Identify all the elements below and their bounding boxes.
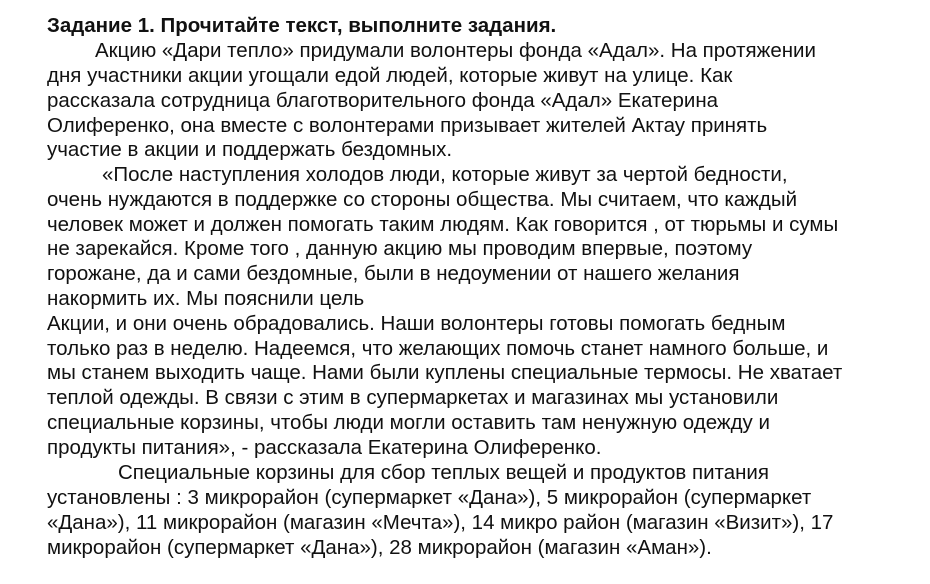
- text-line-17: продукты питания», - рассказала Екатерина Олиференко.: [47, 436, 602, 459]
- text-line-4: Олиференко, она вместе с волонтерами призывает жителей Актау принять: [47, 114, 768, 137]
- text-line-5: участие в акции и поддержать бездомных.: [47, 138, 453, 161]
- text-line-3: рассказала сотрудница благотворительного фонда «Адал» Екатерина: [47, 89, 719, 112]
- text-line-11: накормить их. Мы пояснили цель: [47, 287, 365, 310]
- text-line-8: человек может и должен помогать таким людям. Как говорится , от тюрьмы и сумы: [47, 213, 839, 236]
- text-line-1: Акцию «Дари тепло» придумали волонтеры фонда «Адал». На протяжении: [95, 39, 816, 62]
- text-line-20: «Дана»), 11 микрорайон (магазин «Мечта»), 14 микро район (магазин «Визит»), 17: [47, 511, 834, 534]
- text-line-19: установлены : 3 микрорайон (супермаркет «Дана»), 5 микрорайон (супермаркет: [47, 486, 812, 509]
- text-line-18: Специальные корзины для сбор теплых вещей и продуктов питания: [118, 461, 769, 484]
- text-line-21: микрорайон (супермаркет «Дана»), 28 микрорайон (магазин «Аман»).: [47, 536, 712, 559]
- text-line-13: только раз в неделю. Надеемся, что желающих помочь станет намного больше, и: [47, 337, 829, 360]
- text-line-2: дня участники акции угощали едой людей, которые живут на улице. Как: [47, 64, 733, 87]
- text-line-12: Акции, и они очень обрадовались. Наши волонтеры готовы помогать бедным: [47, 312, 786, 335]
- text-line-15: теплой одежды. В связи с этим в супермаркетах и магазинах мы установили: [47, 386, 779, 409]
- text-line-14: мы станем выходить чаще. Нами были куплены специальные термосы. Не хватает: [47, 361, 843, 384]
- text-line-9: не зарекайся. Кроме того , данную акцию мы проводим впервые, поэтому: [47, 237, 753, 260]
- text-line-6: «После наступления холодов люди, которые живут за чертой бедности,: [102, 163, 788, 186]
- text-line-7: очень нуждаются в поддержке со стороны общества. Мы считаем, что каждый: [47, 188, 798, 211]
- task-title: Задание 1. Прочитайте текст, выполните задания.: [47, 14, 557, 37]
- text-line-16: специальные корзины, чтобы люди могли оставить там ненужную одежду и: [47, 411, 770, 434]
- text-line-10: горожане, да и сами бездомные, были в недоумении от нашего желания: [47, 262, 740, 285]
